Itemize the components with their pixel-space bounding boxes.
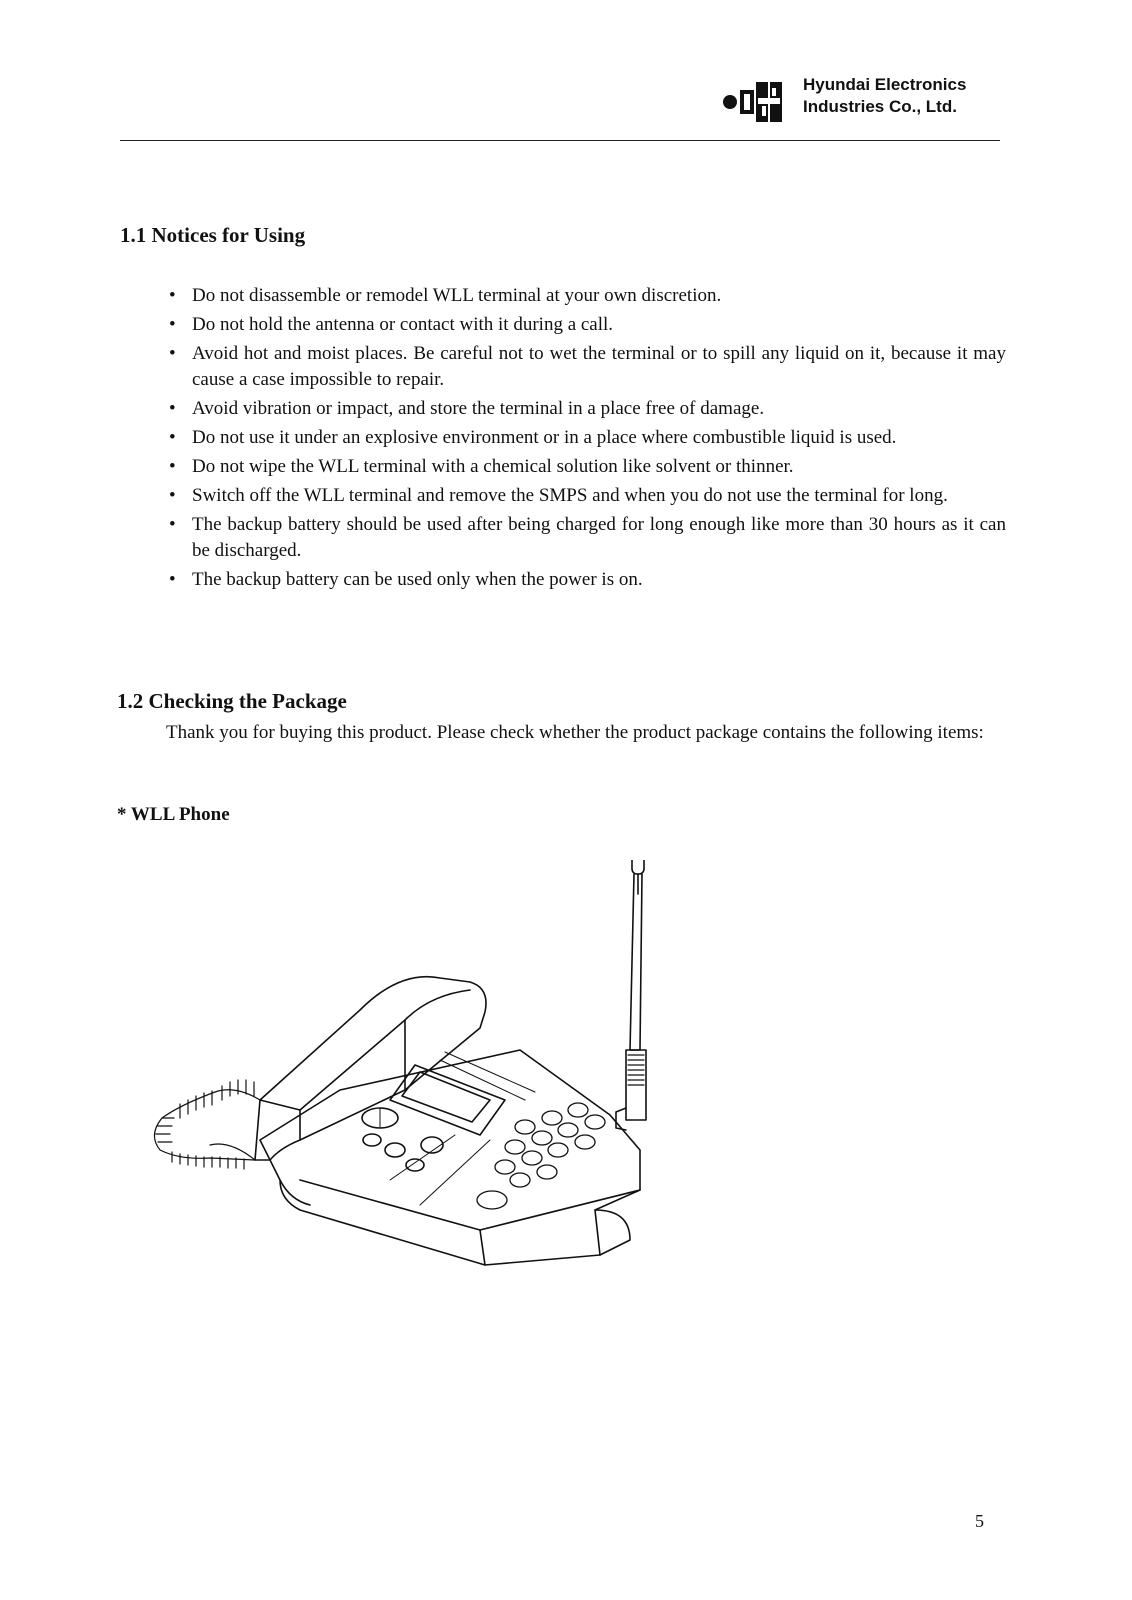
notice-list xyxy=(166,283,1006,596)
header-divider xyxy=(120,140,1000,141)
notice-item: • Do not use it under an explosive environment or in a place where combustible liquid is used. xyxy=(166,425,1006,451)
wll-phone-icon xyxy=(140,860,680,1300)
notice-item: • Avoid hot and moist places. Be careful not to wet the terminal or to spill any liquid on it, because it may cause a case impossible to repair. xyxy=(166,341,1006,393)
hyundai-logo-icon xyxy=(722,76,792,126)
company-name-line1: Hyundai Electronics xyxy=(803,75,967,94)
notice-item: • Do not hold the antenna or contact with it during a call. xyxy=(166,312,1006,338)
company-name-line2: Industries Co., Ltd. xyxy=(803,97,957,116)
section-heading-package: 1.2 Checking the Package xyxy=(117,689,347,713)
notice-item: • Do not disassemble or remodel WLL terminal at your own discretion. xyxy=(166,283,1006,309)
notice-item: • The backup battery can be used only when the power is on. xyxy=(166,567,1006,593)
notice-item: • The backup battery should be used after being charged for long enough like more than 30 hours as it can be discharged. xyxy=(166,512,1006,564)
package-item-label: * WLL Phone xyxy=(117,804,230,825)
page-number: 5 xyxy=(975,1511,984,1531)
notice-item: • Avoid vibration or impact, and store the terminal in a place free of damage. xyxy=(166,396,1006,422)
notice-item: • Do not wipe the WLL terminal with a chemical solution like solvent or thinner. xyxy=(166,454,1006,480)
notice-item: • Switch off the WLL terminal and remove the SMPS and when you do not use the terminal for long. xyxy=(166,483,1006,509)
package-intro: Thank you for buying this product. Please check whether the product package contains the following items: xyxy=(166,722,984,743)
section-heading-notices: 1.1 Notices for Using xyxy=(120,223,306,247)
company-name xyxy=(803,74,966,118)
